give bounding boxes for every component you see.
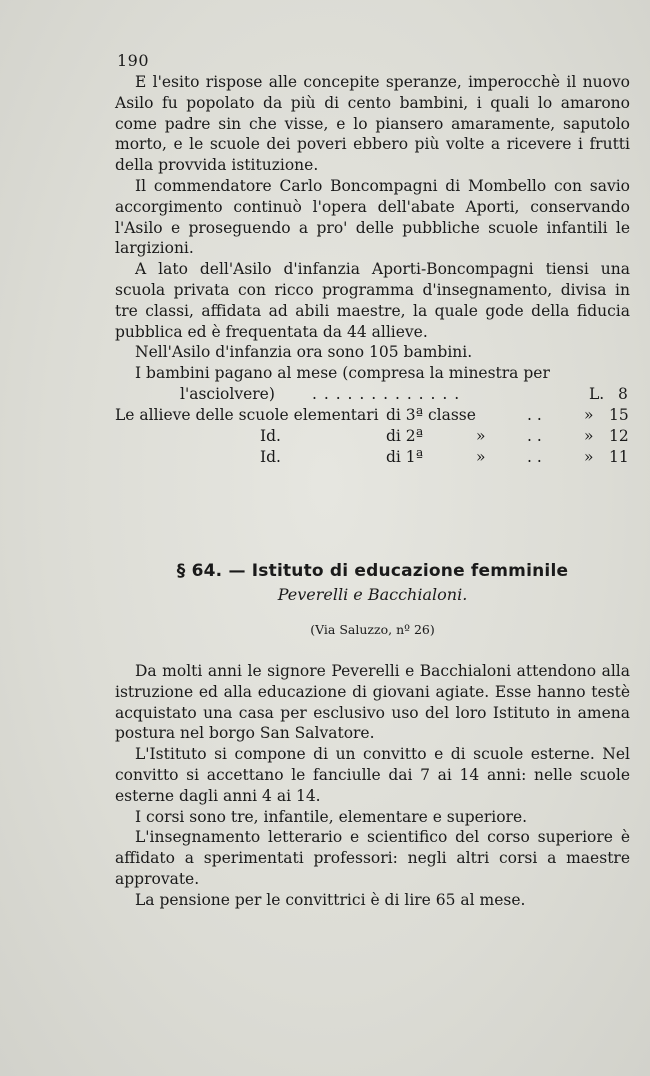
fee-leader-dots: . . . . . . . . . . . . . — [312, 384, 461, 403]
fee-value: 15 — [609, 405, 629, 424]
paragraph-esito: E l'esito rispose alle concepite speranze, imperocchè il nuovo Asilo fu popolato da più di cento bambini, i quali lo amarono come padre sin che visse, e lo piansero amaramente, saputolo morto, e le scuole dei poveri ebbero più volte a ricevere i frutti della provvida istituzione. — [115, 73, 630, 175]
fee-ditto-mark: » — [584, 426, 594, 445]
paragraph-corsi: I corsi sono tre, infantile, elementare e superiore. — [135, 807, 528, 826]
paragraph-fees-intro: I bambini pagano al mese (compresa la minestra per — [135, 364, 550, 383]
fee-class: di 1ª — [386, 447, 424, 466]
page-number: 190 — [117, 51, 150, 70]
fee-class: di 2ª — [386, 426, 424, 445]
paragraph-bambini-count: Nell'Asilo d'infanzia ora sono 105 bambini. — [135, 343, 473, 362]
fee-label: Le allieve delle scuole elementari — [115, 405, 379, 424]
section-subheading: Peverelli e Bacchialoni. — [277, 585, 468, 604]
fee-row-3a-classe — [115, 405, 630, 426]
fee-ditto-mark: » — [584, 447, 594, 466]
fee-value: 11 — [609, 447, 629, 466]
fee-row-2a-classe — [115, 426, 630, 447]
fee-ditto-mark: » — [476, 426, 486, 445]
fee-class: di 3ª classe — [386, 405, 476, 424]
fee-value: 12 — [609, 426, 629, 445]
fee-currency: L. — [589, 384, 605, 403]
bottom-text-block — [115, 661, 630, 911]
paragraph-boncompagni: Il commendatore Carlo Boncompagni di Mombello con savio accorgimento continuò l'opera dell'abate Aporti, conservando l'Asilo e proseguendo a pro' delle pubbliche scuole infantili le largizioni. — [115, 176, 630, 258]
fee-leader-dots: . . — [527, 426, 542, 445]
fee-ditto-mark: » — [584, 405, 594, 424]
fee-ditto-mark: » — [476, 447, 486, 466]
fee-leader-dots: . . — [527, 405, 542, 424]
fee-label: Id. — [260, 447, 281, 466]
fee-row-asciolvere — [115, 384, 630, 405]
top-text-block — [115, 72, 630, 468]
fee-value: 8 — [618, 384, 628, 403]
paragraph-scuola-privata: A lato dell'Asilo d'infanzia Aporti-Boncompagni tiensi una scuola privata con ricco programma d'insegnamento, divisa in tre classi, affidata ad abili maestre, la quale gode della fiducia pubblica ed è frequentata da 44 allieve. — [115, 260, 630, 341]
section-address: (Via Saluzzo, nº 26) — [310, 622, 435, 637]
paragraph-pensione: La pensione per le convittrici è di lire 65 al mese. — [135, 890, 526, 909]
paragraph-convitto: L'Istituto si compone di un convitto e di scuole esterne. Nel convitto si accettano le fanciulle dai 7 ai 14 anni: nelle scuole esterne dagli anni 4 ai 14. — [115, 745, 630, 805]
section-heading: § 64. — Istituto di educazione femminile — [176, 561, 569, 581]
paragraph-insegnamento: L'insegnamento letterario e scientifico del corso superiore è affidato a sperimentati professori: negli altri corsi a maestre approvate. — [115, 828, 630, 888]
fee-row-1a-classe — [115, 447, 630, 468]
fee-leader-dots: . . — [527, 447, 542, 466]
section-heading-block — [115, 560, 630, 638]
fee-label: l'asciolvere) — [180, 384, 275, 403]
paragraph-signore: Da molti anni le signore Peverelli e Bacchialoni attendono alla istruzione ed alla educazione di giovani agiate. Esse hanno testè acquistato una casa per esclusivo uso del loro Istituto in amena postura nel borgo San Salvatore. — [115, 662, 630, 743]
fee-label: Id. — [260, 426, 281, 445]
